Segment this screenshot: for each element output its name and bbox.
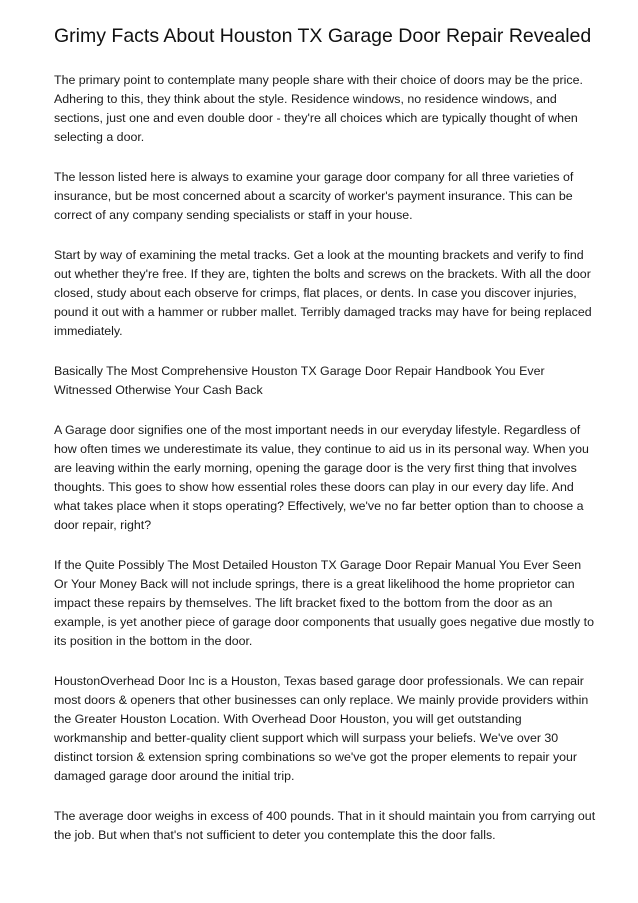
paragraph-insurance: The lesson listed here is always to examine your garage door company for all three varieties of insurance, but be most concerned about a scarcity of worker's payment insurance. This can be correct of any company sending specialists or staff in your house. <box>54 170 574 222</box>
document-title: Grimy Facts About Houston TX Garage Door Repair Revealed <box>54 25 592 47</box>
paragraph-door-weight: The average door weighs in excess of 400 pounds. That in it should maintain you from carrying out the job. But when that's not sufficient to deter you contemplate this the door falls. <box>54 809 596 842</box>
paragraph-handbook-heading: Basically The Most Comprehensive Houston TX Garage Door Repair Handbook You Ever Witnessed Otherwise Your Cash Back <box>54 364 545 397</box>
paragraph-price-and-style: The primary point to contemplate many people share with their choice of doors may be the price. Adhering to this, they think about the style. Residence windows, no residence windows, and sections, just one and even double door - they're all choices which are typically thought of when selecting a door. <box>54 73 583 144</box>
paragraph-everyday-lifestyle: A Garage door signifies one of the most important needs in our everyday lifestyle. Regardless of how often times we underestimate its value, they continue to aid us in its personal way. When you are leaving within the early morning, opening the garage door is the very first thing that involves thoughts. This goes to show how essential roles these doors can play in our every day life. And what takes place when it stops operating? Effectively, we've no far better option than to choose a door repair, right? <box>54 423 589 532</box>
paragraph-company-info: HoustonOverhead Door Inc is a Houston, Texas based garage door professionals. We can repair most doors & openers that other businesses can only replace. We mainly provide providers within the Greater Houston Location. With Overhead Door Houston, you will get outstanding workmanship and better-quality client support which will surpass your beliefs. We've over 30 distinct torsion & extension spring combinations so we've got the proper elements to repair your damaged garage door around the initial trip. <box>54 674 589 783</box>
paragraph-metal-tracks: Start by way of examining the metal tracks. Get a look at the mounting brackets and verify to find out whether they're free. If they are, tighten the bolts and screws on the brackets. With all the door closed, study about each observe for crimps, flat places, or dents. In case you discover injuries, pound it out with a hammer or rubber mallet. Terribly damaged tracks may have for being replaced immediately. <box>54 248 592 338</box>
paragraph-springs: If the Quite Possibly The Most Detailed Houston TX Garage Door Repair Manual You Ever Seen Or Your Money Back will not include springs, there is a great likelihood the home proprietor can impact these repairs by themselves. The lift bracket fixed to the bottom from the door as an example, is yet another piece of garage door components that usually goes negative due mostly to its position in the bottom in the door. <box>54 558 595 648</box>
